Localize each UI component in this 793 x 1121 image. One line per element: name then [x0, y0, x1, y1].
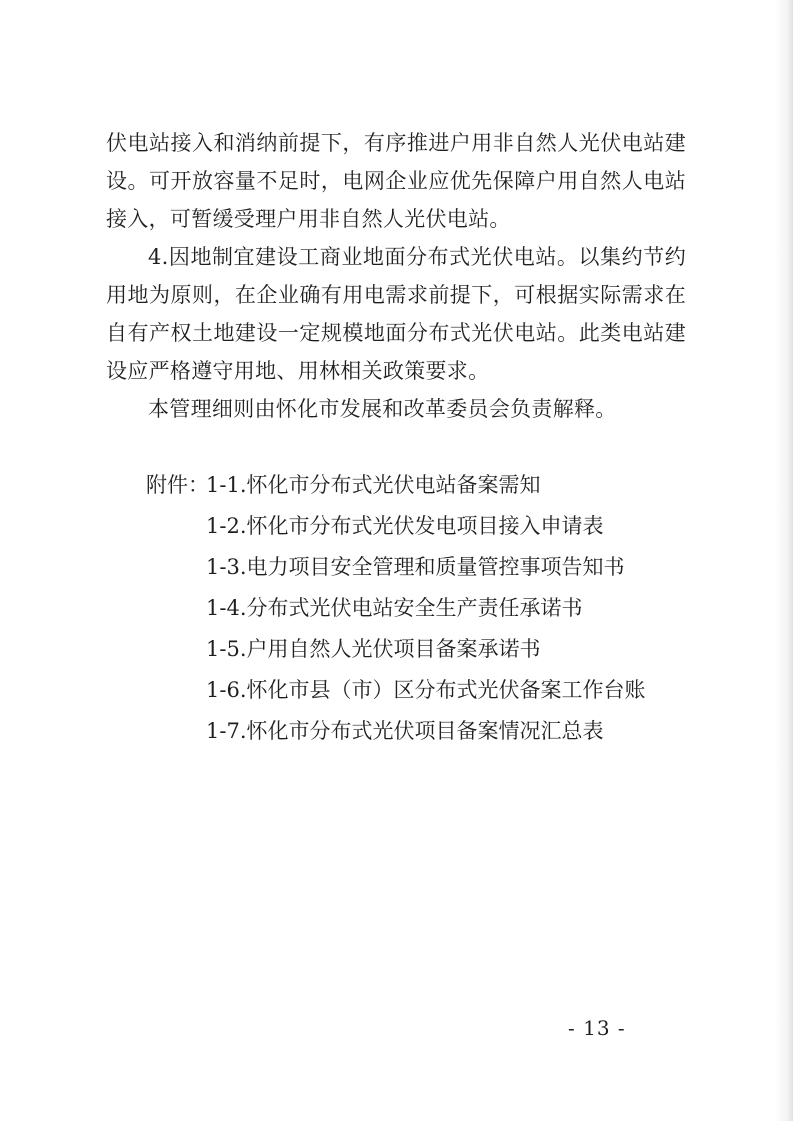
attachment-row: [146, 506, 706, 547]
attachment-item: 1-7.怀化市分布式光伏项目备案情况汇总表: [206, 719, 604, 743]
attachment-row: [146, 465, 706, 506]
attachment-item: 1-6.怀化市县（市）区分布式光伏备案工作台账: [206, 678, 646, 702]
attachment-row: [146, 629, 706, 670]
body-text: [106, 124, 686, 428]
page-number: - 13 -: [568, 1016, 626, 1040]
paragraph-interpretation: 本管理细则由怀化市发展和改革委员会负责解释。: [148, 397, 617, 421]
attachments-list: [146, 465, 706, 752]
attachment-row: [146, 588, 706, 629]
attachment-row: [146, 711, 706, 752]
paragraph-item-4: 4.因地制宜建设工商业地面分布式光伏电站。以集约节约用地为原则，在企业确有用电需求前提下，可根据实际需求在自有产权土地建设一定规模地面分布式光伏电站。此类电站建设应严格遵守用地、用林相关政策要求。: [106, 245, 686, 383]
attachment-item: 1-1.怀化市分布式光伏电站备案需知: [206, 473, 541, 497]
paragraph-continuation: 伏电站接入和消纳前提下，有序推进户用非自然人光伏电站建设。可开放容量不足时，电网企业应优先保障户用自然人电站接入，可暂缓受理户用非自然人光伏电站。: [106, 131, 686, 231]
attachment-item: 1-4.分布式光伏电站安全生产责任承诺书: [206, 596, 583, 620]
attachment-item: 1-5.户用自然人光伏项目备案承诺书: [206, 637, 541, 661]
attachment-item: 1-3.电力项目安全管理和质量管控事项告知书: [206, 555, 625, 579]
attachment-row: [146, 547, 706, 588]
scan-edge-shadow: [775, 0, 793, 1121]
attachment-item: 1-2.怀化市分布式光伏发电项目接入申请表: [206, 514, 604, 538]
attachments-label: 附件：: [146, 473, 209, 497]
attachment-row: [146, 670, 706, 711]
